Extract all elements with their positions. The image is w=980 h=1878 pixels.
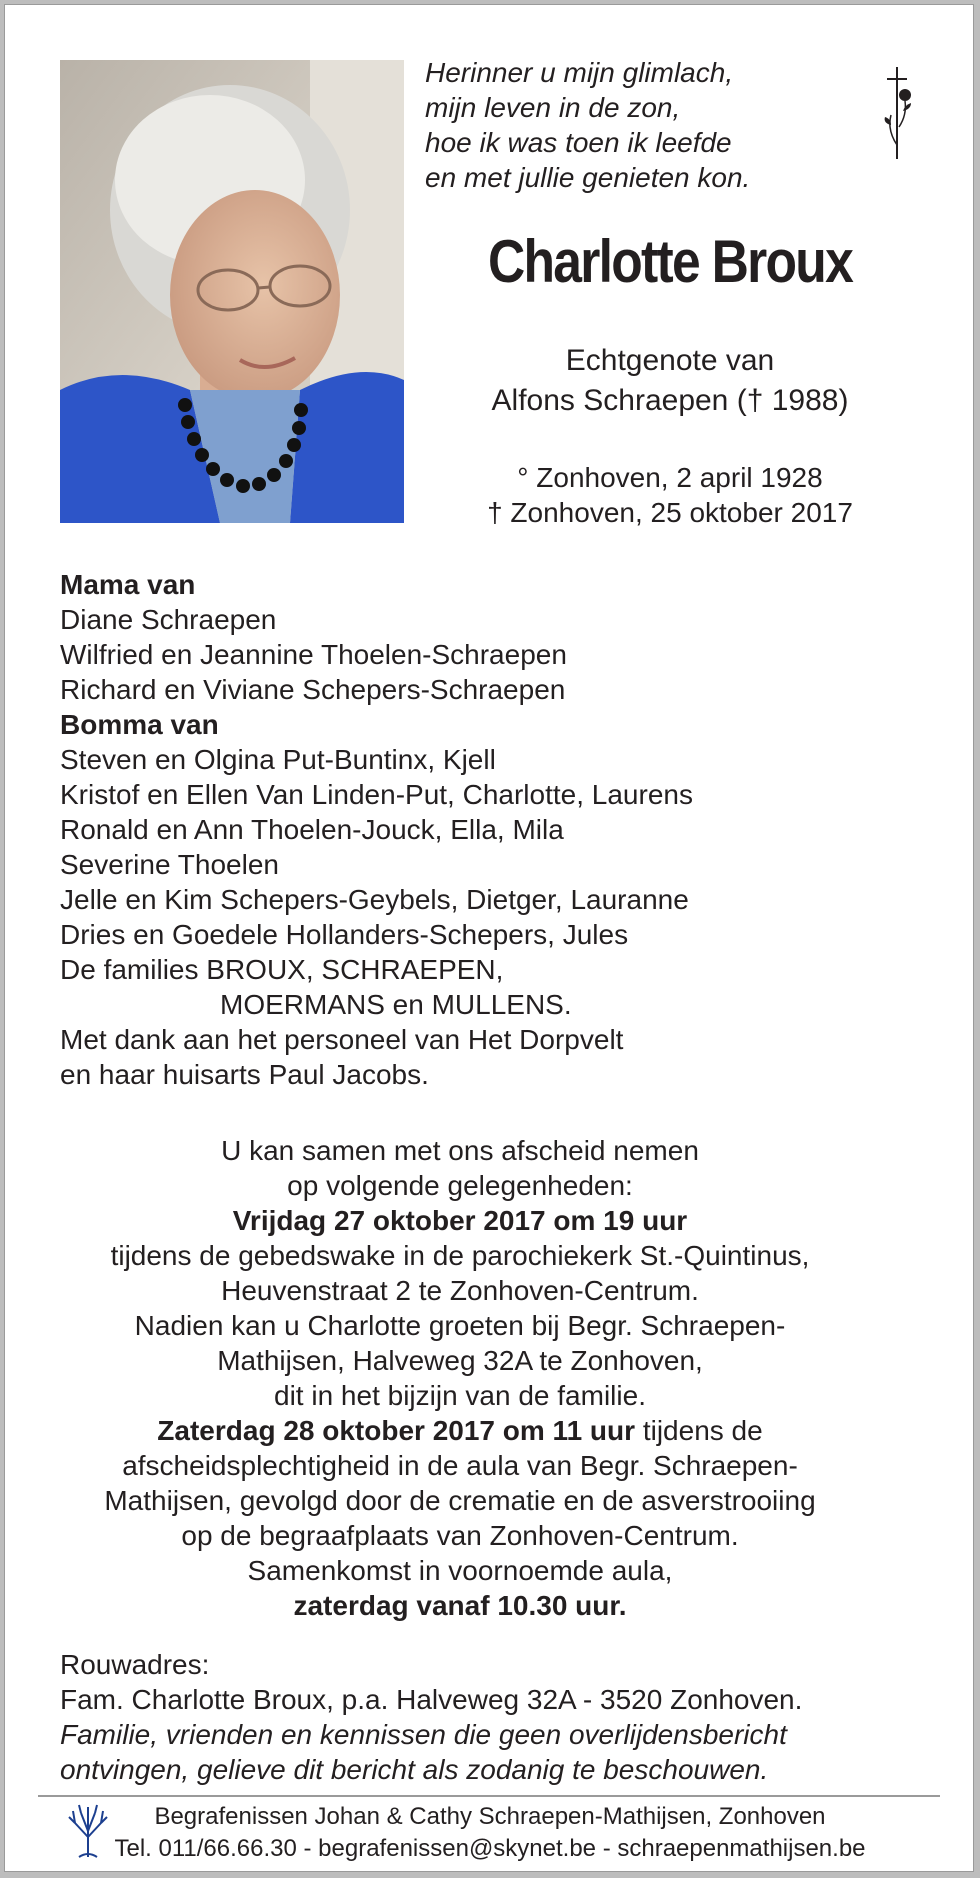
ceremony-detail: Nadien kan u Charlotte groeten bij Begr. Schraepen- bbox=[134, 1310, 786, 1341]
memorial-poem bbox=[425, 55, 750, 195]
notice-line: Familie, vrienden en kennissen die geen overlijdensbericht bbox=[60, 1719, 787, 1750]
grandchild-item: Severine Thoelen bbox=[60, 849, 279, 880]
mourning-address bbox=[60, 1647, 802, 1787]
child-item: Diane Schraepen bbox=[60, 604, 277, 635]
cross-with-rose-icon bbox=[877, 65, 921, 166]
ceremony-detail: op de begraafplaats van Zonhoven-Centrum. bbox=[181, 1520, 739, 1551]
ceremony-detail: Mathijsen, Halveweg 32A te Zonhoven, bbox=[217, 1345, 703, 1376]
mama-header: Mama van bbox=[60, 569, 196, 600]
death-date: † Zonhoven, 25 oktober 2017 bbox=[487, 497, 853, 528]
spouse-info bbox=[425, 341, 915, 421]
ceremony-info bbox=[60, 1133, 860, 1623]
gathering-time: zaterdag vanaf 10.30 uur. bbox=[293, 1590, 627, 1621]
funeral-home-name: Begrafenissen Johan & Cathy Schraepen-Mathijsen, Zonhoven bbox=[154, 1803, 826, 1830]
funeral-home-contact: Tel. 011/66.66.30 - begrafenissen@skynet.be - schraepenmathijsen.be bbox=[114, 1835, 866, 1862]
spouse-name: Alfons Schraepen († 1988) bbox=[491, 384, 849, 417]
poem-line: mijn leven in de zon, bbox=[425, 92, 681, 123]
child-item: Richard en Viviane Schepers-Schraepen bbox=[60, 674, 566, 705]
thanks-line: Met dank aan het personeel van Het Dorpvelt bbox=[60, 1024, 624, 1055]
grandchild-item: Ronald en Ann Thoelen-Jouck, Ella, Mila bbox=[60, 814, 564, 845]
grandchild-item: Jelle en Kim Schepers-Geybels, Dietger, Lauranne bbox=[60, 884, 689, 915]
thanks-line: en haar huisarts Paul Jacobs. bbox=[60, 1059, 429, 1090]
poem-line: Herinner u mijn glimlach, bbox=[425, 57, 734, 88]
funeral-date: Zaterdag 28 oktober 2017 om 11 uur bbox=[157, 1415, 636, 1446]
poem-line: en met jullie genieten kon. bbox=[425, 162, 751, 193]
family-list bbox=[60, 567, 693, 1092]
funeral-date-suffix: tijdens de bbox=[635, 1415, 763, 1446]
footer-divider bbox=[38, 1795, 940, 1797]
address-label: Rouwadres: bbox=[60, 1649, 210, 1680]
deceased-name: Charlotte Broux bbox=[487, 228, 853, 295]
vigil-date: Vrijdag 27 oktober 2017 om 19 uur bbox=[232, 1205, 688, 1236]
bomma-header: Bomma van bbox=[60, 709, 219, 740]
funeral-home-footer bbox=[100, 1801, 880, 1865]
notice-line: ontvingen, gelieve dit bericht als zodanig te beschouwen. bbox=[60, 1754, 769, 1785]
portrait-photo bbox=[60, 60, 404, 523]
ceremony-intro: op volgende gelegenheden: bbox=[287, 1170, 633, 1201]
life-dates bbox=[425, 460, 915, 530]
ceremony-detail: Heuvenstraat 2 te Zonhoven-Centrum. bbox=[221, 1275, 699, 1306]
death-notice-card bbox=[4, 4, 974, 1872]
families-line: De families BROUX, SCHRAEPEN, bbox=[60, 954, 504, 985]
address-line: Fam. Charlotte Broux, p.a. Halveweg 32A - 3520 Zonhoven. bbox=[60, 1684, 803, 1715]
families-line: MOERMANS en MULLENS. bbox=[220, 989, 572, 1020]
grandchild-item: Steven en Olgina Put-Buntinx, Kjell bbox=[60, 744, 496, 775]
poem-line: hoe ik was toen ik leefde bbox=[425, 127, 732, 158]
ceremony-intro: U kan samen met ons afscheid nemen bbox=[221, 1135, 699, 1166]
birth-date: ° Zonhoven, 2 april 1928 bbox=[517, 462, 823, 493]
ceremony-detail: tijdens de gebedswake in de parochiekerk St.-Quintinus, bbox=[110, 1240, 810, 1271]
grandchild-item: Kristof en Ellen Van Linden-Put, Charlotte, Laurens bbox=[60, 779, 693, 810]
child-item: Wilfried en Jeannine Thoelen-Schraepen bbox=[60, 639, 567, 670]
spouse-label: Echtgenote van bbox=[565, 344, 775, 377]
ceremony-detail: Mathijsen, gevolgd door de crematie en de asverstrooiing bbox=[104, 1485, 816, 1516]
ceremony-detail: dit in het bijzijn van de familie. bbox=[274, 1380, 646, 1411]
grandchild-item: Dries en Goedele Hollanders-Schepers, Jules bbox=[60, 919, 629, 950]
ceremony-detail: afscheidsplechtigheid in de aula van Begr. Schraepen- bbox=[122, 1450, 798, 1481]
ceremony-detail: Samenkomst in voornoemde aula, bbox=[247, 1555, 673, 1586]
